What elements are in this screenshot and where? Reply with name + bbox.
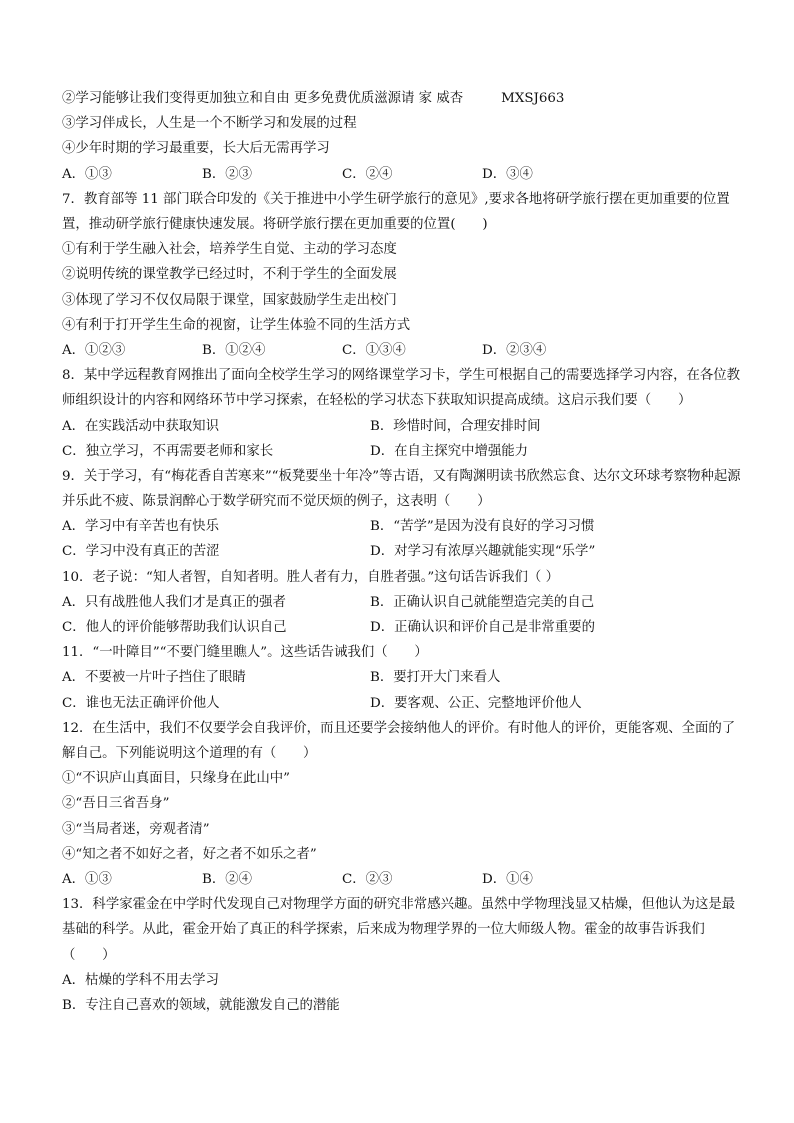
option-a: A．不要被一片叶子挡住了眼睛 xyxy=(62,670,246,686)
statement-line: ③“当局者迷，旁观者清” xyxy=(62,821,210,837)
answer-options xyxy=(62,439,742,464)
question-7-stem: 7．教育部等 11 部门联合印发的《关于推进中小学生研学旅行的意见》,要求各地将研学旅行摆在更加重要的位置置，推动研学旅行健康快速发展。将研学旅行摆在更加重要的位置( ) xyxy=(62,191,730,232)
option-c: C．他人的评价能够帮助我们认识自己 xyxy=(62,620,287,636)
option-c: C．谁也无法正确评价他人 xyxy=(62,695,220,711)
statement-text: ②学习能够让我们变得更加独立和自由 更多免费优质滋源请 家 威杏 xyxy=(62,91,464,106)
statement-line: ③学习伴成长，人生是一个不断学习和发展的过程 xyxy=(62,116,357,132)
statement-line: ②“吾日三省吾身” xyxy=(62,796,170,812)
option-d: D．③④ xyxy=(482,166,533,182)
option-a: A．学习中有辛苦也有快乐 xyxy=(62,519,219,535)
question-9-stem: 9．关于学习，有“梅花香自苦寒来”“板凳要坐十年冷”等古语，又有陶渊明读书欣然忘食、达尔文环球考察物种起源并乐此不疲、陈景润醉心于数学研究而不觉厌烦的例子，这表明（ ） xyxy=(62,468,741,510)
answer-options xyxy=(62,338,742,363)
option-a: A．①③ xyxy=(62,871,112,887)
option-a: A．只有战胜他人我们才是真正的强者 xyxy=(62,594,286,610)
option-c: C．②③ xyxy=(342,871,393,887)
statement-line: ②说明传统的课堂教学已经过时，不利于学生的全面发展 xyxy=(62,267,397,283)
question-11-stem: 11．“一叶障目”“不要门缝里瞧人”。这些话告诫我们（ ） xyxy=(62,645,428,661)
statement-line: ①“不识庐山真面目，只缘身在此山中” xyxy=(62,771,290,787)
question-13-stem: 13．科学家霍金在中学时代发现自己对物理学方面的研究非常感兴趣。虽然中学物理浅显又枯燥，但他认为这是最基础的科学。从此，霍金开始了真正的科学探索，后来成为物理学界的一位大师级人物。霍金的故事告诉我们（ ） xyxy=(62,897,736,963)
question-12-stem: 12．在生活中，我们不仅要学会自我评价，而且还要学会接纳他人的评价。有时他人的评价，更能客观、全面的了解自己。下列能说明这个道理的有（ ） xyxy=(62,720,736,762)
option-a: A．①③ xyxy=(62,166,112,182)
option-c: C．学习中没有真正的苦涩 xyxy=(62,544,220,560)
statement-line: ①有利于学生融入社会，培养学生自觉、主动的学习态度 xyxy=(62,242,397,258)
option-c: C．②④ xyxy=(342,166,393,182)
statement-line xyxy=(62,86,742,111)
option-a: A．在实践活动中获取知识 xyxy=(62,418,219,434)
option-d: D．在自主探究中增强能力 xyxy=(370,443,529,459)
option-d: D．①④ xyxy=(482,871,533,887)
option-c: C．①③④ xyxy=(342,342,406,358)
answer-options xyxy=(62,514,742,539)
option-b: B．专注自己喜欢的领域，就能激发自己的潜能 xyxy=(62,997,340,1013)
statement-line: ④有利于打开学生生命的视窗，让学生体验不同的生活方式 xyxy=(62,317,411,333)
option-a: A．枯燥的学科不用去学习 xyxy=(62,972,219,988)
statement-line: ④“知之者不如好之者，好之者不如乐之者” xyxy=(62,846,317,862)
answer-options xyxy=(62,162,742,187)
answer-options xyxy=(62,615,742,640)
statement-line: ③体现了学习不仅仅局限于课堂，国家鼓励学生走出校门 xyxy=(62,292,397,308)
answer-options xyxy=(62,867,742,892)
option-d: D．要客观、公正、完整地评价他人 xyxy=(370,695,582,711)
question-10-stem: 10．老子说：“知人者智，自知者明。胜人者有力，自胜者强。”这句话告诉我们（ ） xyxy=(62,569,559,585)
statement-line: ④少年时期的学习最重要，长大后无需再学习 xyxy=(62,141,330,157)
option-b: B．正确认识自己就能塑造完美的自己 xyxy=(370,594,595,610)
option-d: D．②③④ xyxy=(482,342,547,358)
watermark-code: MXSJ663 xyxy=(501,91,565,106)
option-b: B．珍惜时间，合理安排时间 xyxy=(370,418,541,434)
answer-options xyxy=(62,539,742,564)
option-b: B．“苦学”是因为没有良好的学习习惯 xyxy=(370,519,595,535)
answer-options xyxy=(62,590,742,615)
answer-options xyxy=(62,414,742,439)
question-8-stem: 8．某中学远程教育网推出了面向全校学生学习的网络课堂学习卡，学生可根据自己的需要选择学习内容，在各位教师组织设计的内容和网络环节中学习探索，在轻松的学习状态下获取知识提高成绩。这启示我们要（ ） xyxy=(62,368,741,409)
option-b: B．要打开大门来看人 xyxy=(370,670,501,686)
option-b: B．②③ xyxy=(202,166,253,182)
answer-options xyxy=(62,691,742,716)
option-c: C．独立学习，不再需要老师和家长 xyxy=(62,443,274,459)
option-d: D．正确认识和评价自己是非常重要的 xyxy=(370,620,595,636)
option-b: B．②④ xyxy=(202,871,253,887)
exam-page xyxy=(62,86,742,1018)
option-b: B．①②④ xyxy=(202,342,266,358)
answer-options xyxy=(62,665,742,690)
option-a: A．①②③ xyxy=(62,342,126,358)
option-d: D．对学习有浓厚兴趣就能实现“乐学” xyxy=(370,544,596,560)
